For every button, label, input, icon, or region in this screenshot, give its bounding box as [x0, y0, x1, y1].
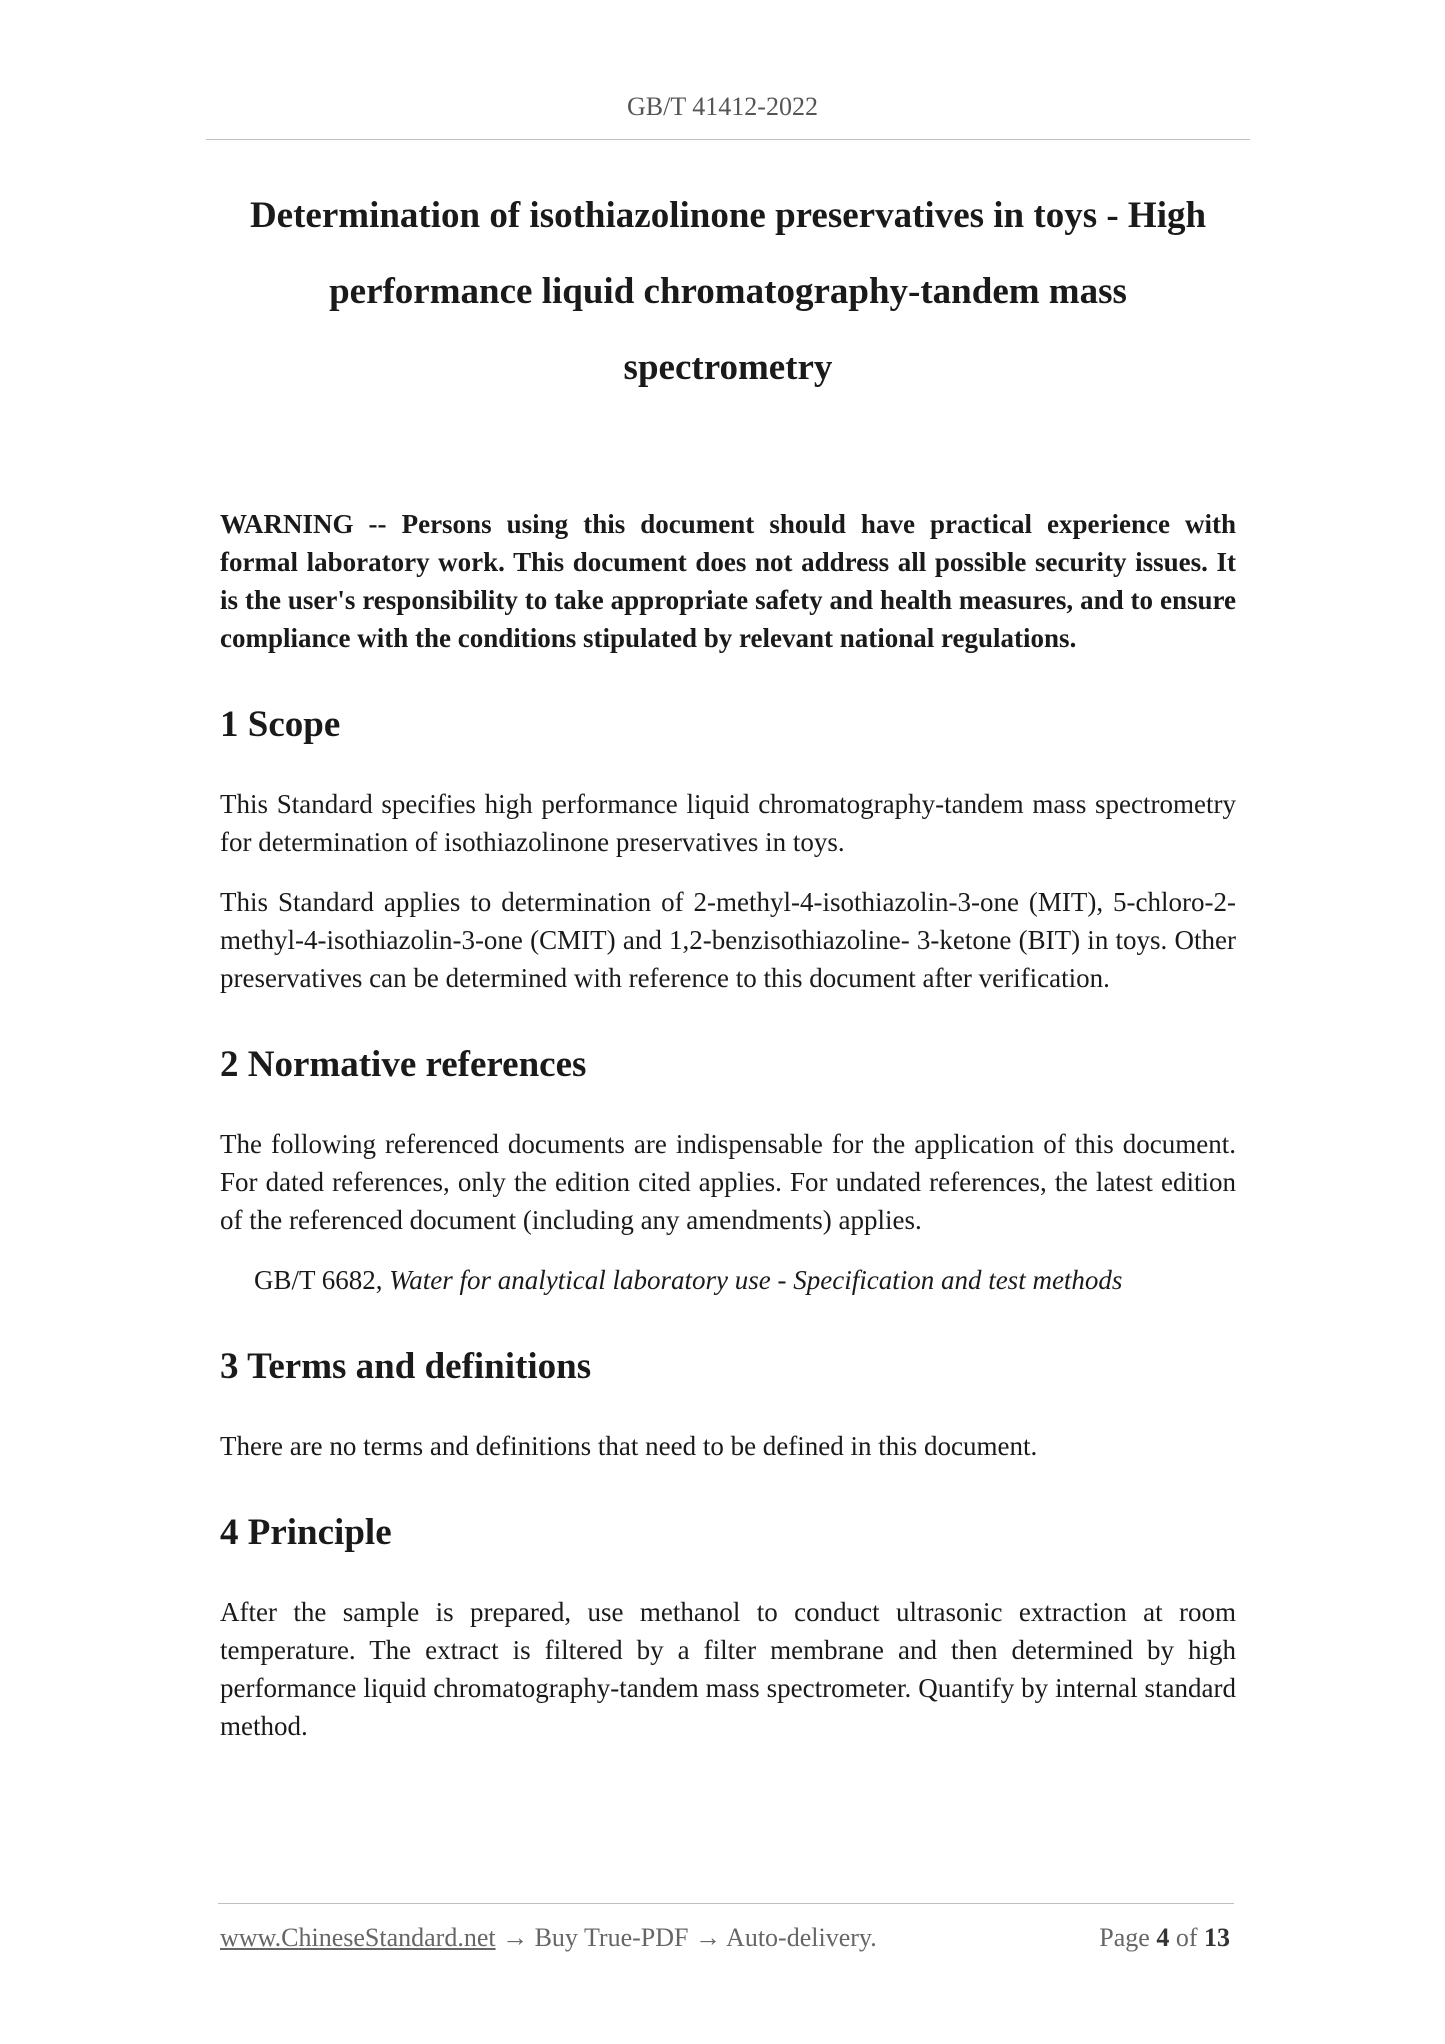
page-footer [220, 1923, 1230, 1953]
website-link[interactable]: www.ChineseStandard.net [220, 1923, 496, 1952]
page-label: Page [1099, 1923, 1150, 1952]
title-line-3: spectrometry [623, 347, 833, 388]
warning-notice: WARNING -- Persons using this document should have practical experience with formal laboratory work. This document does not address all possible security issues. It is the user's responsibility to take appropriate safety and health measures, and to ensure compliance with the conditions stipulated by relevant national regulations. [220, 509, 1236, 653]
header-divider [206, 139, 1250, 140]
document-title [206, 178, 1250, 406]
principle-paragraph: After the sample is prepared, use methanol to conduct ultrasonic extraction at room temperature. The extract is filtered by a filter membrane and then determined by high performance liquid chromatography-tandem mass spectrometer. Quantify by internal standard method. [220, 1597, 1236, 1741]
section-heading-scope: 1 Scope [220, 704, 341, 745]
scope-paragraph-1: This Standard specifies high performance liquid chromatography-tandem mass spectrometry for determination of isothiazolinone preservatives in toys. [220, 789, 1236, 857]
title-line-2: performance liquid chromatography-tandem mass [329, 271, 1127, 312]
scope-paragraph-2: This Standard applies to determination of 2-methyl-4-isothiazolin-3-one (MIT), 5-chloro-2-methyl-4-isothiazolin-3-one (CMIT) and 1,2-benzisothiazoline- 3-ketone (BIT) in toys. Other preservatives can be determined with reference to this document after verification. [220, 887, 1236, 993]
footer-divider [218, 1903, 1234, 1904]
section-heading-normative-references: 2 Normative references [220, 1044, 587, 1085]
document-code: GB/T 41412-2022 [627, 92, 818, 121]
footer-promo-text: → Buy True-PDF → Auto-delivery. [495, 1923, 877, 1952]
page-number: 4 [1156, 1923, 1170, 1952]
page-total: 13 [1204, 1923, 1230, 1952]
terms-paragraph: There are no terms and definitions that need to be defined in this document. [220, 1431, 1038, 1461]
section-heading-principle: 4 Principle [220, 1512, 392, 1553]
of-label: of [1175, 1923, 1198, 1952]
page-indicator [1099, 1923, 1230, 1953]
reference-title: Water for analytical laboratory use - Specification and test methods [389, 1265, 1123, 1295]
footer-promo [220, 1923, 877, 1953]
title-line-1: Determination of isothiazolinone preservatives in toys - High [249, 195, 1207, 236]
reference-item [254, 1261, 1236, 1299]
reference-code: GB/T 6682, [254, 1265, 390, 1295]
section-heading-terms: 3 Terms and definitions [220, 1346, 592, 1387]
page-content [220, 505, 1236, 1767]
normative-paragraph: The following referenced documents are indispensable for the application of this document. For dated references, only the edition cited applies. For undated references, the latest edition of the referenced document (including any amendments) applies. [220, 1129, 1236, 1235]
